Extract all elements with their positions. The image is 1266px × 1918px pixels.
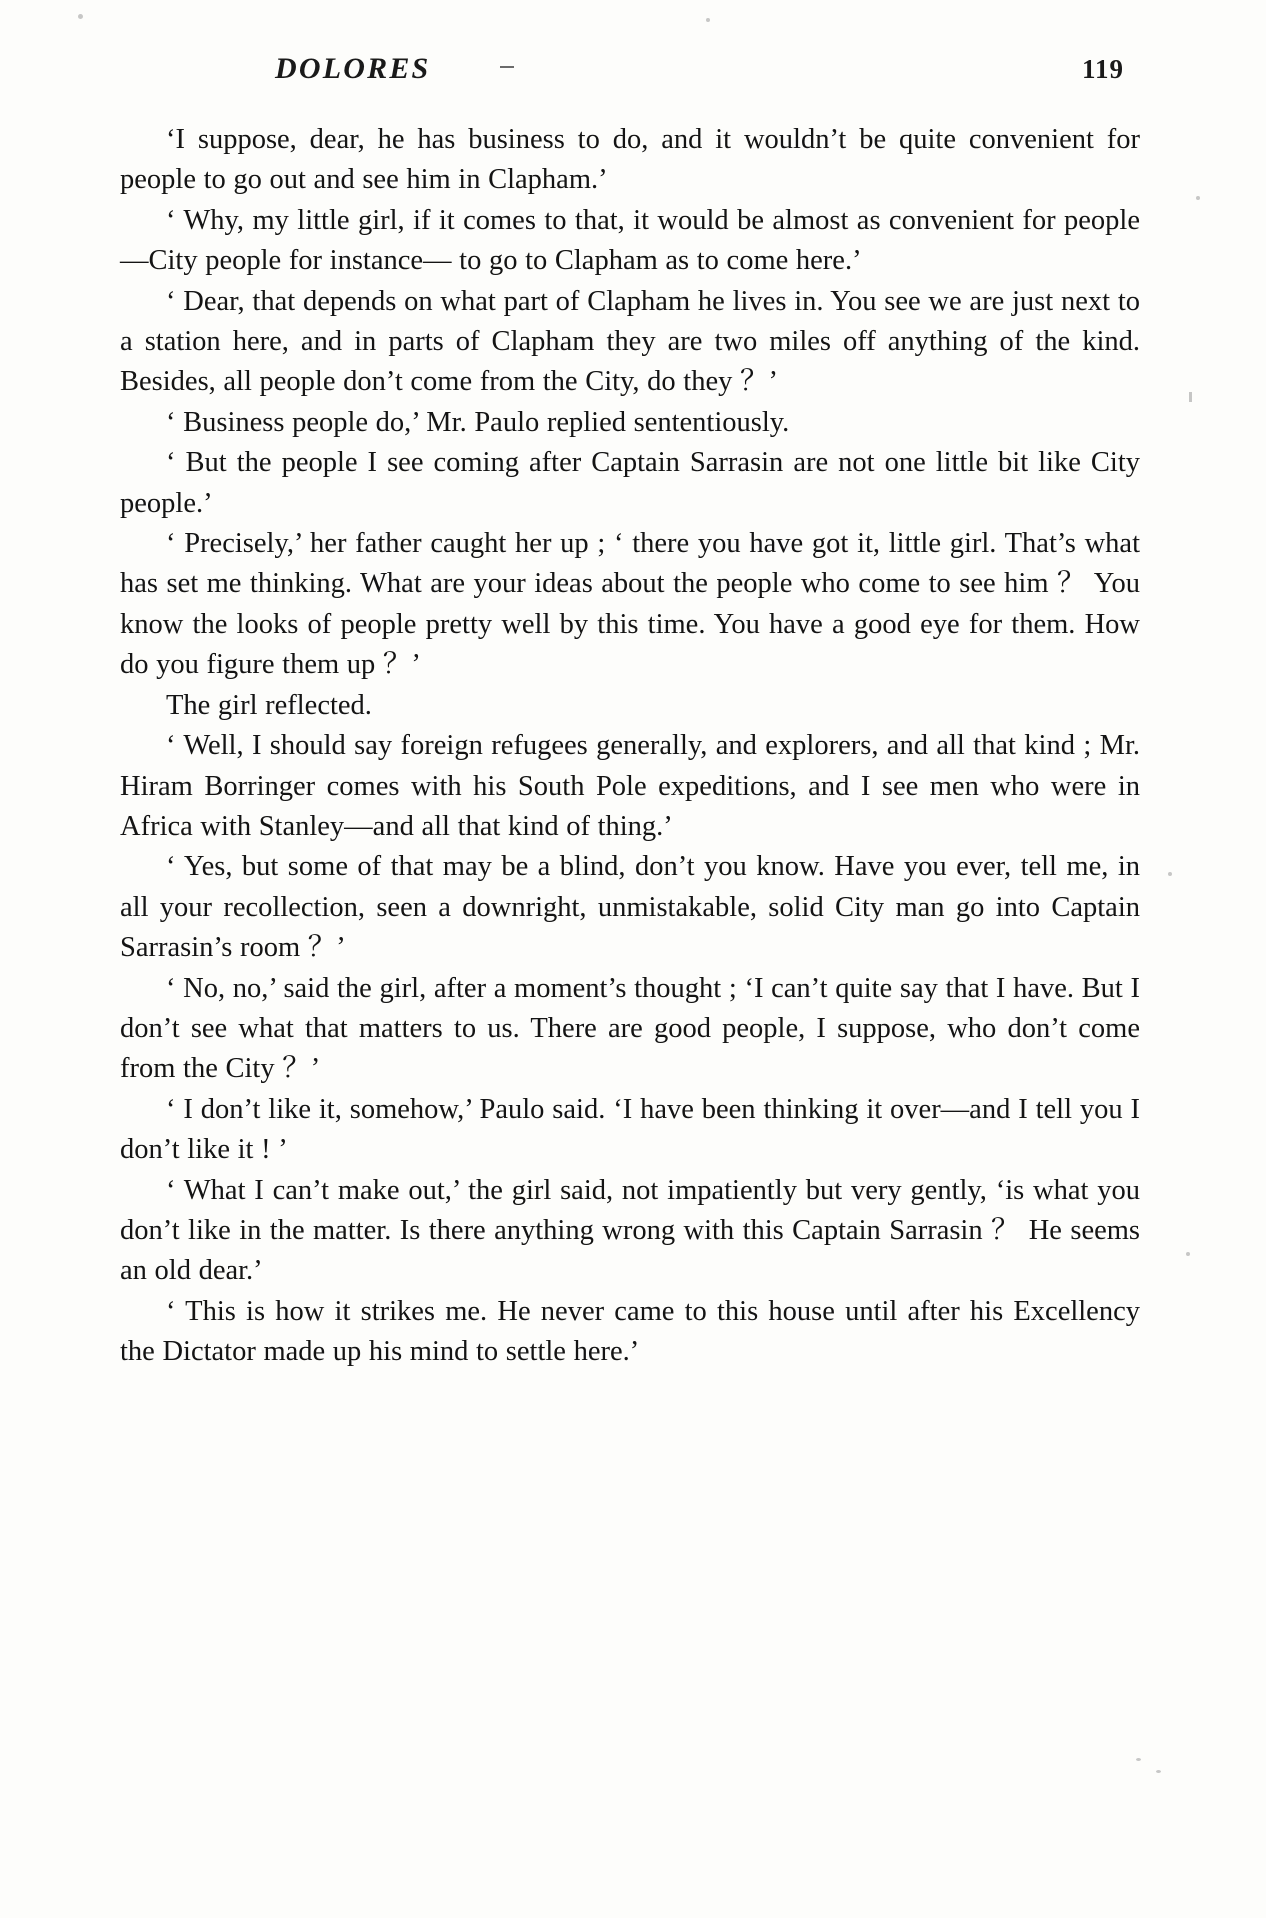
- page-content-area: [100, 52, 1160, 1368]
- scan-speck: [1186, 1252, 1190, 1256]
- paragraph: ‘ No, no,’ said the girl, after a moment’s thought ; ‘I can’t quite say that I have. But I don’t see what that matters to us. There are good people, I suppose, who don’t come from the City ？’: [120, 972, 1140, 1085]
- paragraph: ‘ Well, I should say foreign refugees generally, and explorers, and all that kind ; Mr. Hiram Borringer comes with his South Pole expeditions, and I see men who were in Africa with Stanley—and all that kind of thing.’: [120, 730, 1140, 842]
- paragraph: ‘ Dear, that depends on what part of Clapham he lives in. You see we are just next to a station here, and in parts of Clapham they are two miles off anything of the kind. Besides, all people don’t come from the City, do they ？’: [120, 285, 1140, 398]
- paragraph: ‘ Precisely,’ her father caught her up ; ‘ there you have got it, little girl. That’s what has set me thinking. What are your ideas about the people who come to see him ？ You know the looks of people pretty well by this time. You have a good eye for them. How do you figure them up ？’: [120, 528, 1140, 681]
- page-edge-mark: [1189, 392, 1192, 402]
- paragraph: ‘ Business people do,’ Mr. Paulo replied sententiously.: [166, 406, 790, 438]
- body-text: [120, 120, 1140, 1373]
- paragraph: ‘ This is how it strikes me. He never came to this house until after his Excellency the Dictator made up his mind to settle here.’: [120, 1295, 1140, 1368]
- paragraph: ‘ I don’t like it, somehow,’ Paulo said. ‘I have been thinking it over—and I tell you I don’t like it ! ’: [120, 1093, 1140, 1166]
- scan-speck: [1156, 1770, 1161, 1773]
- scan-speck: [1168, 872, 1172, 876]
- paragraph: ‘ What I can’t make out,’ the girl said, not impatiently but very gently, ‘is what you don’t like in the matter. Is there anything wrong with this Captain Sarrasin ？ He seems an old dear.’: [120, 1174, 1140, 1287]
- paragraph: ‘ Why, my little girl, if it comes to that, it would be almost as convenient for people—City people for instance— to go to Clapham as to come here.’: [120, 204, 1140, 277]
- running-title: DOLORES: [275, 52, 431, 85]
- header-rule-mark: [500, 66, 514, 68]
- scan-speck: [706, 18, 710, 22]
- scan-speck: [78, 14, 83, 19]
- paragraph: ‘I suppose, dear, he has business to do, and it wouldn’t be quite convenient for people to go out and see him in Clapham.’: [120, 124, 1140, 196]
- page-number: 119: [1081, 54, 1124, 84]
- paragraph: ‘ Yes, but some of that may be a blind, don’t you know. Have you ever, tell me, in all your recollection, seen a downright, unmistakable, solid City man go into Captain Sarrasin’s room ？’: [120, 851, 1140, 964]
- paragraph: ‘ But the people I see coming after Captain Sarrasin are not one little bit like City people.’: [120, 447, 1140, 519]
- page-header: [100, 52, 1160, 108]
- scan-speck: [1136, 1758, 1141, 1761]
- scan-speck: [1196, 196, 1200, 200]
- paragraph: The girl reflected.: [166, 689, 372, 721]
